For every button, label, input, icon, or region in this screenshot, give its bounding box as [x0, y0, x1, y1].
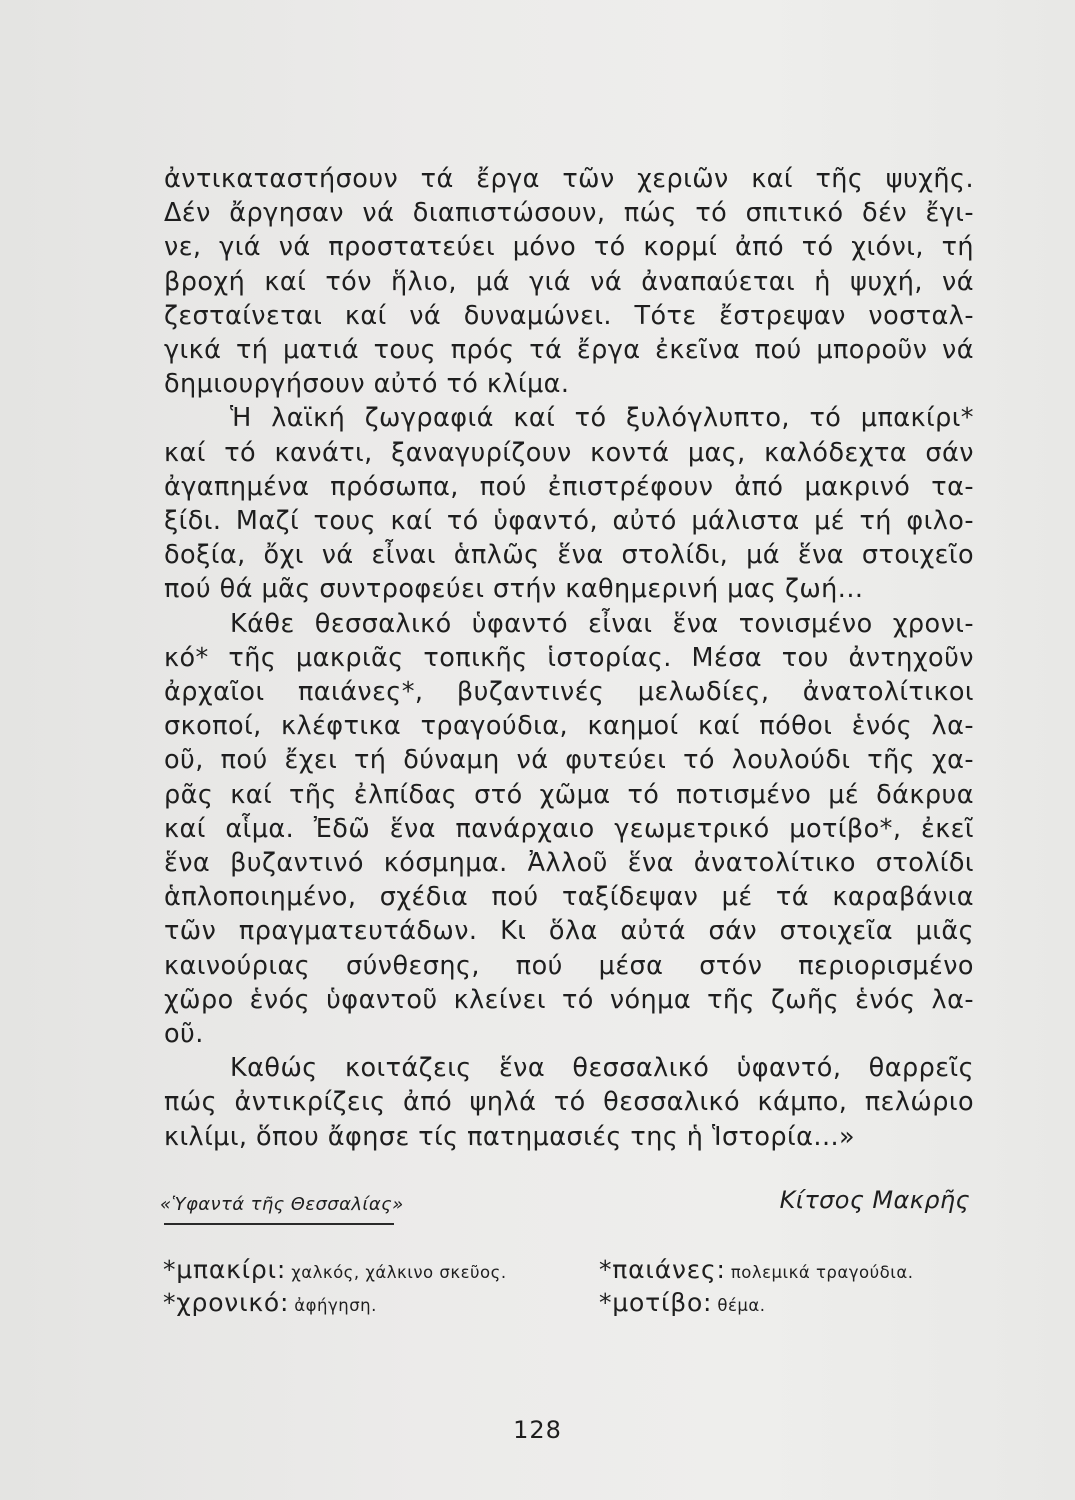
paragraph	[164, 162, 974, 401]
paragraph	[164, 607, 974, 1052]
text-line: Δέν ἄργησαν νά διαπιστώσουν, πώς τό σπιτικό δέν ἔγι-	[164, 198, 974, 229]
text-line: ζεσταίνεται καί νά δυναμώνει. Τότε ἔστρεψαν νοσταλ-	[164, 300, 974, 331]
body-text	[164, 162, 974, 1154]
text-line: Καθώς κοιτάζεις ἕνα θεσσαλικό ὑφαντό, θαρρεῖς	[230, 1053, 974, 1084]
source-underline	[164, 1223, 394, 1225]
glossary-definition: πολεμικά τραγούδια.	[730, 1263, 914, 1282]
text-line: ἀρχαῖοι παιάνες*, βυζαντινές μελωδίες, ἀνατολίτικοι	[164, 677, 974, 708]
text-line: ρᾶς καί τῆς ἐλπίδας στό χῶμα τό ποτισμένο μέ δάκρυα	[164, 779, 974, 810]
glossary-entry	[599, 1255, 913, 1284]
text-line: καί αἷμα. Ἐδῶ ἕνα πανάρχαιο γεωμετρικό μοτίβο*, ἐκεῖ	[164, 813, 974, 844]
glossary-term: *παιάνες:	[599, 1255, 726, 1284]
glossary-definition: χαλκός, χάλκινο σκεῦος.	[291, 1263, 507, 1282]
glossary-entry	[599, 1288, 766, 1317]
paragraph	[164, 401, 974, 606]
text-line: καινούριας σύνθεσης, πού μέσα στόν περιορισμένο	[164, 950, 974, 981]
text-line: οῦ.	[164, 1019, 204, 1050]
text-line: Κάθε θεσσαλικό ὑφαντό εἶναι ἕνα τονισμένο χρονι-	[230, 608, 974, 639]
glossary-definition: θέμα.	[717, 1296, 766, 1315]
text-line: οῦ, πού ἔχει τή δύναμη νά φυτεύει τό λουλούδι τῆς χα-	[164, 745, 974, 776]
text-line: ξίδι. Μαζί τους καί τό ὑφαντό, αὐτό μάλιστα μέ τή φιλο-	[164, 506, 974, 537]
glossary-entry	[163, 1255, 507, 1284]
glossary-term: *μοτίβο:	[599, 1288, 713, 1317]
text-line: κό* τῆς μακριᾶς τοπικῆς ἱστορίας. Μέσα του ἀντηχοῦν	[164, 642, 974, 673]
text-line: δημιουργήσουν αὐτό τό κλίμα.	[164, 369, 570, 400]
text-line: δοξία, ὄχι νά εἶναι ἁπλῶς ἕνα στολίδι, μά ἕνα στοιχεῖο	[164, 540, 974, 571]
text-line: ἁπλοποιημένο, σχέδια πού ταξίδεψαν μέ τά καραβάνια	[164, 882, 974, 913]
citation-row	[160, 1186, 970, 1226]
text-line: σκοποί, κλέφτικα τραγούδια, καημοί καί πόθοι ἑνός λα-	[164, 711, 974, 742]
glossary-entry	[163, 1288, 377, 1317]
text-line: τῶν πραγματευτάδων. Κι ὅλα αὐτά σάν στοιχεῖα μιᾶς	[164, 916, 974, 947]
text-line: Ἡ λαϊκή ζωγραφιά καί τό ξυλόγλυπτο, τό μπακίρι*	[230, 403, 974, 434]
text-line: γικά τή ματιά τους πρός τά ἔργα ἐκεῖνα πού μποροῦν νά	[164, 335, 974, 366]
text-line: κιλίμι, ὅπου ἄφησε τίς πατημασιές της ἡ Ἱστορία...»	[164, 1121, 856, 1152]
glossary-term: *μπακίρι:	[163, 1255, 287, 1284]
page-number: 128	[513, 1416, 562, 1444]
text-line: χῶρο ἑνός ὑφαντοῦ κλείνει τό νόημα τῆς ζωῆς ἑνός λα-	[164, 984, 974, 1015]
text-line: καί τό κανάτι, ξαναγυρίζουν κοντά μας, καλόδεχτα σάν	[164, 437, 974, 468]
text-line: ἀγαπημένα πρόσωπα, πού ἐπιστρέφουν ἀπό μακρινό τα-	[164, 471, 974, 502]
text-line: ἕνα βυζαντινό κόσμημα. Ἀλλοῦ ἕνα ἀνατολίτικο στολίδι	[164, 848, 974, 879]
glossary-term: *χρονικό:	[163, 1288, 290, 1317]
text-line: ἀντικαταστήσουν τά ἔργα τῶν χεριῶν καί τῆς ψυχῆς.	[164, 164, 974, 194]
paragraph	[164, 1051, 974, 1154]
text-line: βροχή καί τόν ἥλιο, μά γιά νά ἀναπαύεται ἡ ψυχή, νά	[164, 266, 974, 297]
author-name: Κίτσος Μακρῆς	[779, 1186, 970, 1214]
source-title: «Ὑφαντά τῆς Θεσσαλίας»	[160, 1194, 404, 1215]
text-line: νε, γιά νά προστατεύει μόνο τό κορμί ἀπό τό χιόνι, τή	[164, 232, 974, 263]
text-line: πώς ἀντικρίζεις ἀπό ψηλά τό θεσσαλικό κάμπο, πελώριο	[164, 1087, 974, 1118]
text-line: πού θά μᾶς συντροφεύει στήν καθημερινή μας ζωή...	[164, 574, 864, 605]
glossary-definition: ἀφήγηση.	[294, 1296, 377, 1315]
